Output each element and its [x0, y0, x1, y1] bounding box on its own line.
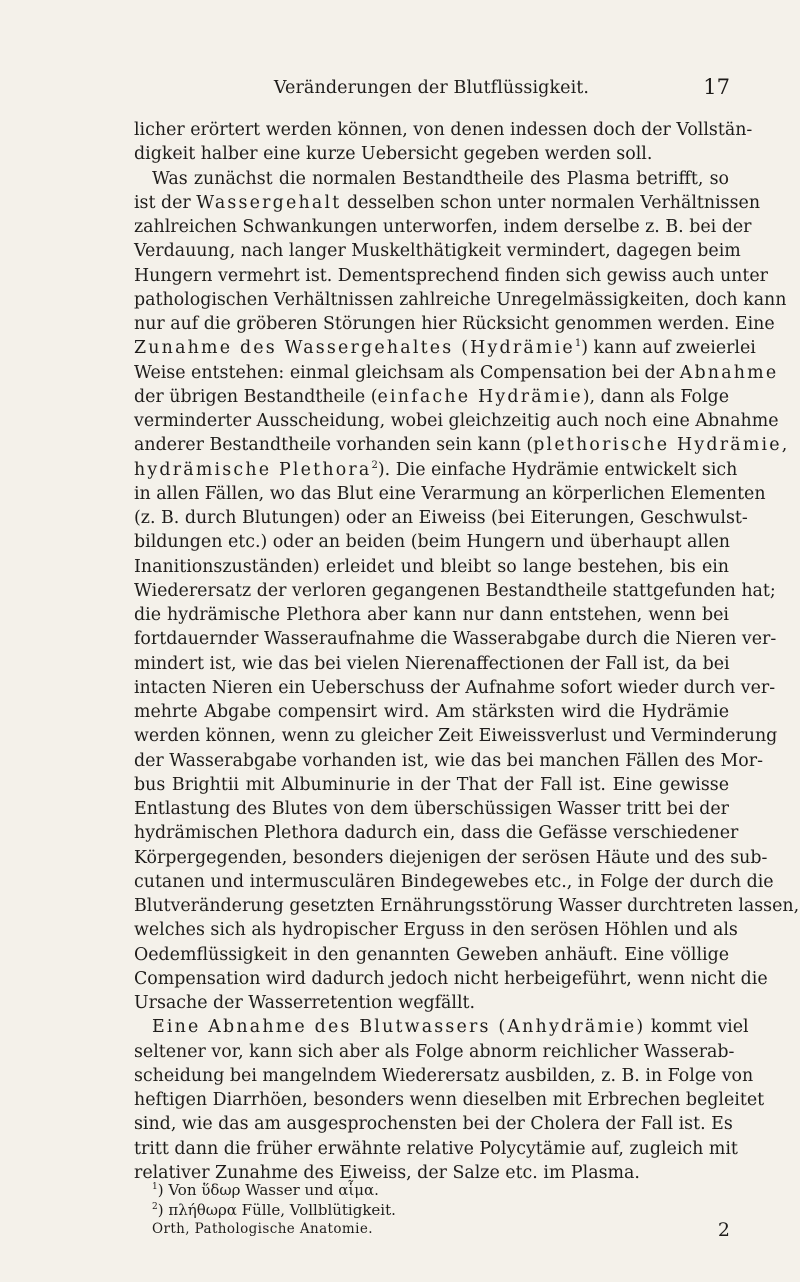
text-line — [134, 433, 790, 457]
text-line: intacten Nieren ein Ueberschuss der Aufnahme sofort wieder durch ver- — [134, 677, 776, 698]
text-run: desselben schon unter normalen Verhältnissen — [341, 192, 761, 213]
text-line: licher erörtert werden können, von denen indessen doch der Vollstän- — [134, 120, 753, 140]
spaced-term: Abnahme — [679, 362, 779, 383]
text-line: tritt dann die früher erwähnte relative Polycytämie auf, zugleich mit — [134, 1138, 738, 1159]
text-run: der übrigen Bestandtheile ( — [134, 386, 378, 407]
text-line: Hungern vermehrt ist. Dementsprechend finden sich gewiss auch unter — [134, 265, 768, 286]
text-line — [134, 336, 756, 360]
text-line: werden können, wenn zu gleicher Zeit Eiweissverlust und Verminderung — [134, 726, 778, 747]
text-line — [134, 361, 779, 385]
text-line: (z. B. durch Blutungen) oder an Eiweiss (bei Eiterungen, Geschwulst- — [134, 508, 748, 528]
footnote-marker: 1 — [152, 1182, 158, 1192]
text-line: heftigen Diarrhöen, besonders wenn dieselben mit Erbrechen begleitet — [134, 1090, 765, 1110]
spaced-term: einfache Hydrämie — [377, 386, 583, 407]
text-line: bus Brightii mit Albuminurie in der That der Fall ist. Eine gewisse — [134, 774, 729, 795]
text-line: mindert ist, wie das bei vielen Nierenaffectionen der Fall ist, da bei — [134, 653, 730, 674]
text-line: Oedemflüssigkeit in den genannten Geweben anhäuft. Eine völlige — [134, 944, 729, 965]
footnote — [152, 1200, 730, 1220]
text-line: zahlreichen Schwankungen unterworfen, indem derselbe z. B. bei der — [134, 217, 752, 237]
body-text — [134, 118, 800, 1185]
text-line: welches sich als hydropischer Erguss in den serösen Höhlen und als — [134, 920, 738, 941]
page-header — [133, 75, 730, 106]
text-line: pathologischen Verhältnissen zahlreiche Unregelmässigkeiten, doch kann — [134, 289, 787, 310]
spaced-term: hydrämische Plethora — [134, 459, 372, 480]
text-line: mehrte Abgabe compensirt wird. Am stärksten wird die Hydrämie — [134, 702, 729, 722]
footnote — [152, 1180, 730, 1200]
spaced-term: plethorische Hydrämie, — [533, 435, 790, 456]
signature-mark: 2 — [717, 1219, 730, 1241]
footnote-marker: 2 — [152, 1202, 158, 1212]
text-line — [134, 385, 729, 409]
text-line: Inanitionszuständen) erleidet und bleibt so lange bestehen, bis ein — [134, 556, 729, 577]
running-title: Veränderungen der Blutflüssigkeit. — [273, 78, 590, 98]
footnote-ref: 1 — [574, 338, 582, 350]
text-line — [134, 191, 761, 215]
spaced-term: Wassergehalt — [196, 192, 342, 213]
footnote-text: ) πλήθωρα Fülle, Vollblütigkeit. — [157, 1201, 396, 1219]
text-run: ist der — [134, 192, 197, 213]
text-line: die hydrämische Plethora aber kann nur dann entstehen, wenn bei — [134, 605, 729, 625]
text-line: Entlastung des Blutes von dem überschüssigen Wasser tritt bei der — [134, 799, 729, 819]
text-run: ), dann als Folge — [582, 386, 729, 407]
text-run: ) kann auf zweierlei — [581, 338, 756, 359]
spaced-term: Zunahme des Wassergehaltes (Hydrämie — [134, 338, 575, 359]
text-line: Verdauung, nach langer Muskelthätigkeit vermindert, dagegen beim — [134, 241, 741, 262]
source-line: Orth, Pathologische Anatomie. — [152, 1221, 373, 1237]
text-line: relativer Zunahme des Eiweiss, der Salze etc. im Plasma. — [134, 1162, 640, 1183]
text-run: ). Die einfache Hydrämie entwickelt sich — [377, 459, 738, 480]
text-line: fortdauernder Wasseraufnahme die Wasserabgabe durch die Nieren ver- — [134, 629, 777, 650]
text-line: hydrämischen Plethora dadurch ein, dass die Gefässe verschiedener — [134, 823, 739, 844]
text-line — [134, 1015, 749, 1039]
text-line: nur auf die gröberen Störungen hier Rücksicht genommen werden. Eine — [134, 314, 775, 334]
text-line: Ursache der Wasserretention wegfällt. — [134, 993, 476, 1013]
text-line: in allen Fällen, wo das Blut eine Verarmung an körperlichen Elementen — [134, 483, 766, 504]
text-line: Compensation wird dadurch jedoch nicht herbeigeführt, wenn nicht die — [134, 968, 768, 989]
text-line: digkeit halber eine kurze Uebersicht gegeben werden soll. — [134, 144, 653, 165]
page-footer — [152, 1221, 730, 1245]
text-run: kommt viel — [645, 1017, 749, 1038]
text-line: seltener vor, kann sich aber als Folge abnorm reichlicher Wasserab- — [134, 1041, 735, 1062]
text-line: Was zunächst die normalen Bestandtheile des Plasma betrifft, so — [152, 168, 729, 189]
text-line: verminderter Ausscheidung, wobei gleichzeitig auch noch eine Abnahme — [134, 411, 779, 431]
text-line: scheidung bei mangelndem Wiederersatz ausbilden, z. B. in Folge von — [134, 1065, 754, 1086]
text-run: Weise entstehen: einmal gleichsam als Compensation bei der — [134, 362, 680, 383]
text-run: anderer Bestandtheile vorhanden sein kann ( — [134, 435, 534, 456]
text-line: der Wasserabgabe vorhanden ist, wie das bei manchen Fällen des Mor- — [134, 750, 763, 771]
spaced-term: Eine Abnahme des Blutwassers (Anhydrämie) — [152, 1017, 646, 1038]
text-line — [134, 458, 738, 482]
footnotes — [152, 1180, 730, 1220]
text-line: sind, wie das am ausgesprochensten bei der Cholera der Fall ist. Es — [134, 1114, 733, 1135]
footnote-ref: 2 — [371, 459, 378, 471]
text-line: bildungen etc.) oder an beiden (beim Hungern und überhaupt allen — [134, 532, 730, 553]
text-line: cutanen und intermusculären Bindegewebes etc., in Folge der durch die — [134, 871, 774, 892]
text-line: Körpergegenden, besonders diejenigen der serösen Häute und des sub- — [134, 847, 768, 868]
footnote-text: ) Von ὕδωρ Wasser und αἷμα. — [157, 1181, 379, 1199]
text-line: Blutveränderung gesetzten Ernährungsstörung Wasser durchtreten lassen, — [134, 896, 800, 916]
page-number: 17 — [703, 75, 730, 99]
text-line: Wiederersatz der verloren gegangenen Bestandtheile stattgefunden hat; — [134, 580, 776, 601]
